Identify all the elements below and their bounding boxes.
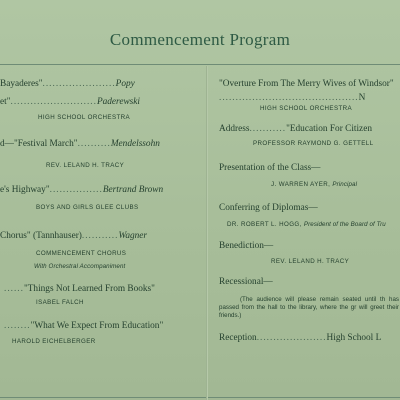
program-item: Reception.....................High School L [219,333,382,343]
performer: HAROLD EICHELBERGER [12,338,96,345]
program-item: Bayaderes"......................Popy [0,79,135,89]
program-item: Presentation of the Class— [219,163,321,173]
speaker: DR. ROBERT L. HOGG, President of the Board of Tru [227,221,386,228]
program-item: Benediction— [219,241,274,251]
performer: HIGH SCHOOL ORCHESTRA [38,114,131,121]
performer: HIGH SCHOOL ORCHESTRA [260,105,353,112]
composer: Mendelssohn [110,139,160,149]
program-item: e's Highway"................Bertrand Brown [0,185,164,195]
program-item: Conferring of Diplomas— [219,203,318,213]
composer: Popy [115,79,135,89]
program-item: ........"What We Expect From Education" [4,321,164,331]
performance-note: With Orchestral Accompaniment [34,263,126,270]
performer: COMMENCEMENT CHORUS [36,250,127,257]
speaker: J. WARREN AYER, Principal [271,181,358,188]
composer: Paderewski [96,97,140,107]
composer: Wagner [118,231,148,241]
program-item: ......"Things Not Learned From Books" [4,284,155,294]
program-item: Address..........."Education For Citizen [219,124,372,134]
performer: ISABEL FALCH [36,299,84,306]
right-page [211,0,400,400]
program-title: Commencement Program [109,30,291,49]
program-item: "Overture From The Merry Wives of Windsor" [219,79,394,89]
program-item: Recessional— [219,277,273,287]
performer: BOYS AND GIRLS GLEE CLUBS [36,204,139,211]
performer: REV. LELAND H. TRACY [46,162,125,169]
program-item: et"..........................Paderewski [0,97,140,107]
program-item: d—"Festival March"..........Mendelssohn [0,139,160,149]
page-fold [206,66,208,400]
speaker: PROFESSOR RAYMOND G. GETTELL [253,140,374,147]
speaker: REV. LELAND H. TRACY [271,258,350,265]
program-item-continuation: ..........................................N [219,93,366,103]
program-item: Chorus" (Tannhauser)...........Wagner [0,231,148,241]
recessional-note: (The audience will please remain seated until th has passed from the hall to the library, where the gr will greet their friends.) [219,296,399,319]
composer: Bertrand Brown [102,185,164,195]
